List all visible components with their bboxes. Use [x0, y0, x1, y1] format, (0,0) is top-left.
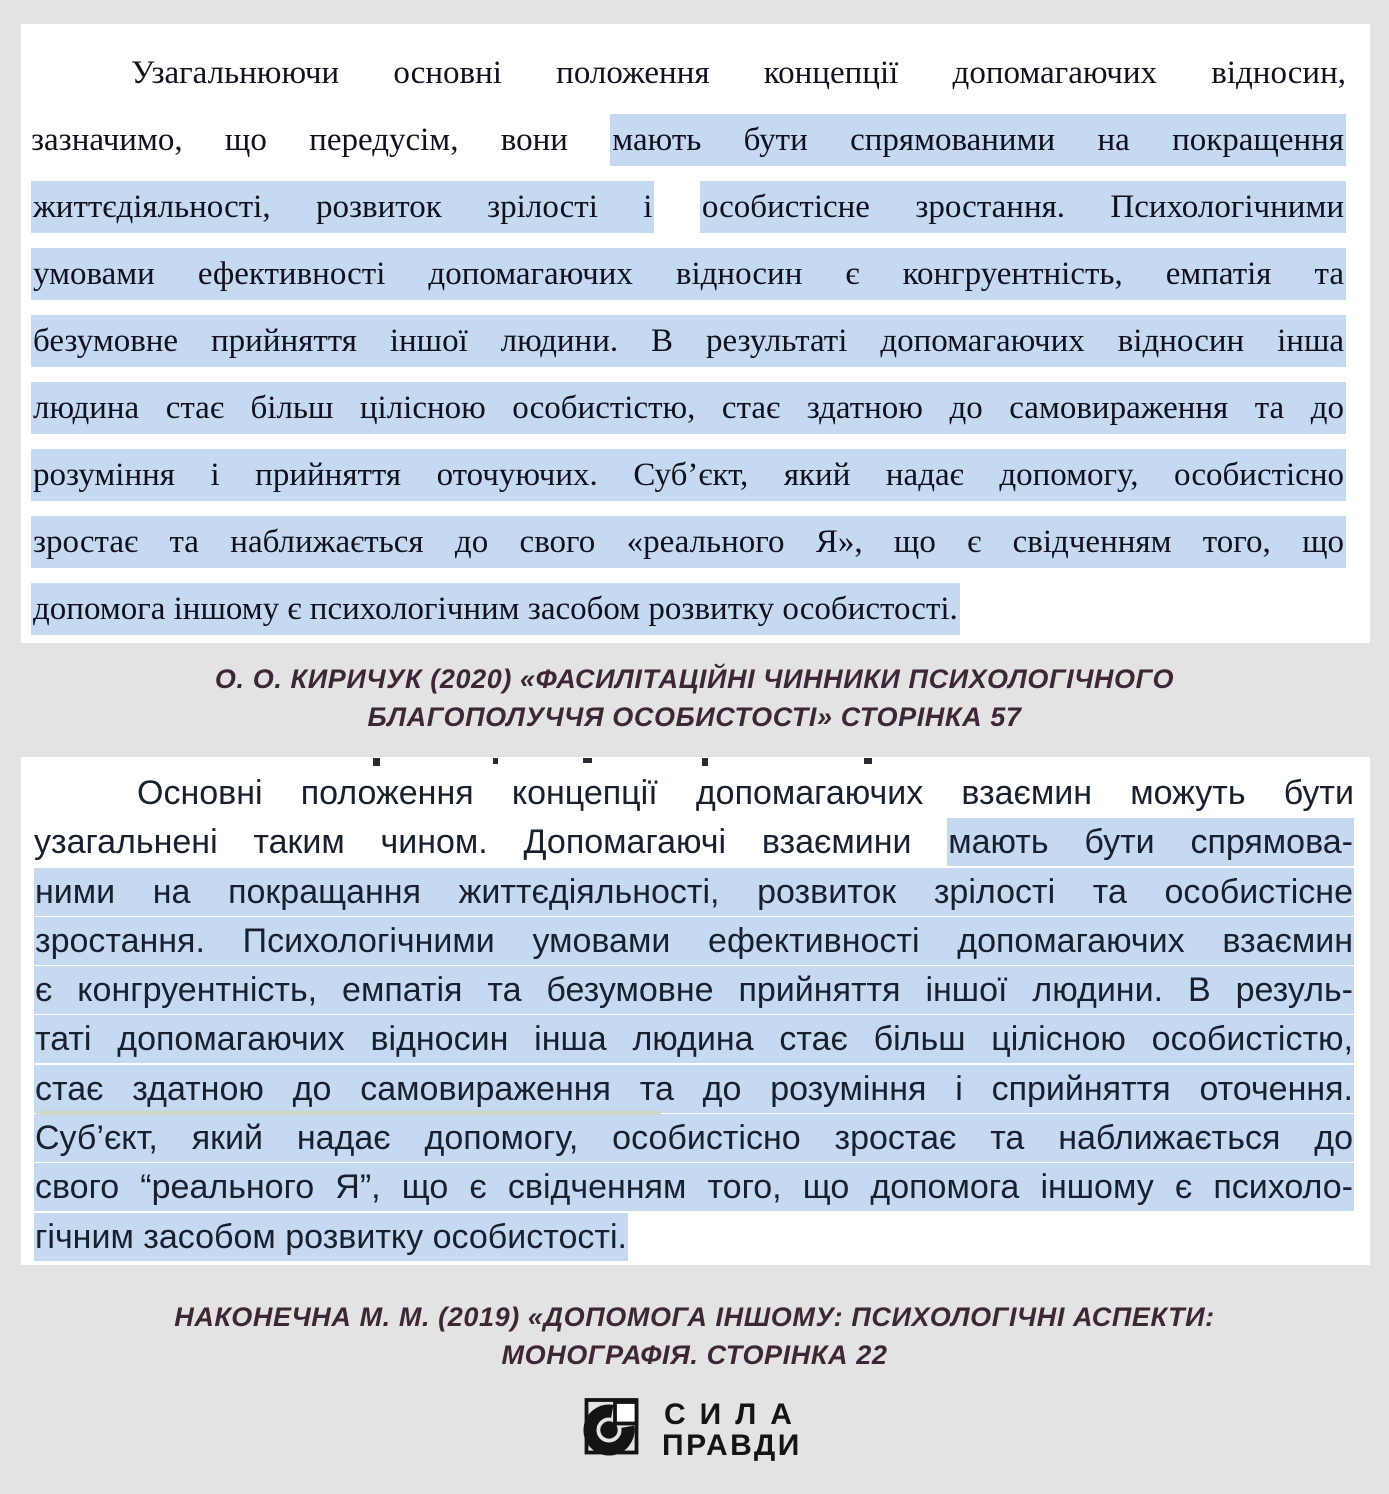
text-line — [34, 818, 1354, 867]
green-underline-mark — [36, 1111, 661, 1115]
highlight-segment: допомога іншому є психологічним засобом розвитку особистості. — [31, 583, 960, 635]
text-line — [31, 375, 1346, 442]
scan-panel-kyrychuk — [21, 24, 1370, 643]
plain-segment: Узагальнюючи основні положення концепції допомагаючих відносин, — [131, 55, 1346, 91]
text-line — [34, 1213, 1354, 1262]
text-line — [31, 308, 1346, 375]
text-line — [31, 442, 1346, 509]
citation-line: НАКОНЕЧНА М. М. (2019) «ДОПОМОГА ІНШОМУ: ПСИХОЛОГІЧНІ АСПЕКТИ: — [174, 1302, 1215, 1332]
highlight-segment: Суб’єкт, який надає допомогу, особистісно зростає та наближається до — [34, 1114, 1354, 1162]
logo-word-pravdy: ПРАВДИ — [662, 1428, 802, 1462]
text-line — [31, 107, 1346, 174]
citation-line: БЛАГОПОЛУЧЧЯ ОСОБИСТОСТІ» СТОРІНКА 57 — [367, 702, 1022, 732]
text-line — [34, 1065, 1354, 1114]
highlight-segment: є конгруентність, емпатія та безумовне прийняття іншої людини. В резуль- — [34, 966, 1354, 1014]
highlight-segment: життєдіяльності, розвиток зрілості і — [31, 181, 654, 233]
text-line — [34, 769, 1354, 818]
plain-segment: зазначимо, що передусім, вони — [31, 122, 568, 158]
highlight-segment: гічним засобом розвитку особистості. — [34, 1213, 628, 1261]
text-line — [31, 509, 1346, 576]
highlight-segment: умовами ефективності допомагаючих відносин є конгруентність, емпатія та — [31, 248, 1346, 300]
highlight-segment: безумовне прийняття іншої людини. В результаті допомагаючих відносин інша — [31, 315, 1346, 367]
highlight-segment: розуміння і прийняття оточуючих. Суб’єкт, який надає допомогу, особистісно — [31, 449, 1346, 501]
highlight-segment: стає здатною до самовираження та до розуміння і сприйняття оточення. — [34, 1065, 1354, 1113]
scan-panel-nakonechna — [21, 757, 1370, 1265]
text-line — [31, 174, 1346, 241]
logo-wordmark — [662, 1399, 806, 1461]
highlight-segment: мають бути спрямованими на покращення — [610, 114, 1346, 166]
highlight-segment: таті допомагаючих відносин інша людина стає більш цілісною особистістю, — [34, 1015, 1354, 1063]
citation-nakonechna — [0, 1298, 1389, 1374]
syla-pravdy-logo — [0, 1396, 1389, 1463]
highlight-segment: мають бути спрямова- — [947, 818, 1354, 866]
citation-line: О. О. КИРИЧУК (2020) «ФАСИЛІТАЦІЙНІ ЧИННИКИ ПСИХОЛОГІЧНОГО — [214, 664, 1175, 694]
highlight-segment: зростає та наближається до свого «реального Я», що є свідченням того, що — [31, 516, 1346, 568]
text-line — [31, 241, 1346, 308]
highlight-segment: особистісне зростання. Психологічними — [700, 181, 1346, 233]
clipped-line-fragments — [21, 758, 1370, 767]
highlight-segment: свого “реального Я”, що є свідченням того, що допомога іншому є психоло- — [34, 1163, 1354, 1211]
text-line — [31, 40, 1346, 107]
text-line — [34, 966, 1354, 1015]
highlight-segment: людина стає більш цілісною особистістю, стає здатною до самовираження та до — [31, 382, 1346, 434]
plain-segment: узагальнені таким чином. Допомагаючі взаємини — [34, 823, 912, 862]
highlight-segment: зростання. Психологічними умовами ефективності допомагаючих взаємин — [34, 917, 1354, 965]
logo-word-syla: СИЛА — [664, 1397, 806, 1431]
citation-line: МОНОГРАФІЯ. СТОРІНКА 22 — [501, 1340, 888, 1370]
text-line — [34, 917, 1354, 966]
lens-eye-icon — [583, 1396, 645, 1463]
highlight-segment: ними на покращання життєдіяльності, розвиток зрілості та особистісне — [34, 868, 1354, 916]
plain-segment: Основні положення концепції допомагаючих взаємин можуть бути — [137, 774, 1354, 812]
citation-kyrychuk — [0, 660, 1389, 736]
text-line — [34, 1163, 1354, 1212]
text-line — [34, 1015, 1354, 1064]
text-line — [31, 576, 1346, 643]
text-line — [34, 1114, 1354, 1163]
text-line — [34, 868, 1354, 917]
